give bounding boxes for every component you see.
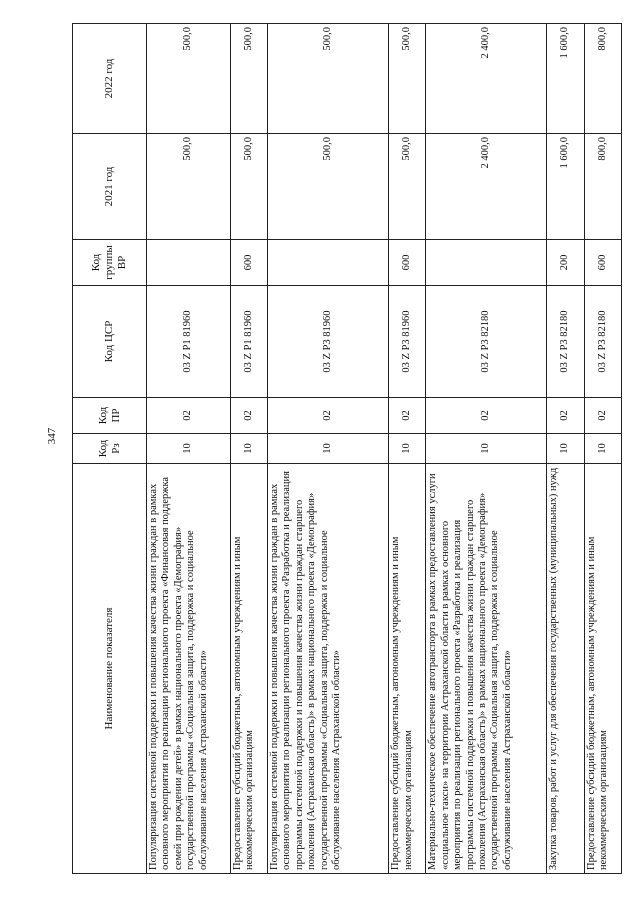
row-pr: 02 [268,398,389,434]
row-2021: 500,0 [268,134,389,240]
row-rz: 10 [426,434,547,464]
row-2022: 500,0 [268,24,389,134]
row-vr: 600 [389,240,426,286]
row-2021: 2 400,0 [426,134,547,240]
table-row [426,24,547,874]
row-pr: 02 [147,398,231,434]
row-2021: 500,0 [389,134,426,240]
row-vr [268,240,389,286]
header-name: Наименование показателя [73,464,147,874]
budget-table-rotated [72,24,622,874]
row-2022: 500,0 [389,24,426,134]
row-2021: 500,0 [230,134,267,240]
table-header-row [73,24,147,874]
row-csr: 03 Z P3 82180 [584,286,621,398]
table-frame [72,24,622,874]
row-name: Предоставление субсидий бюджетным, автономным учреждениям и иным некоммерческим организациям [389,464,426,874]
row-2021: 800,0 [584,134,621,240]
row-2022: 2 400,0 [426,24,547,134]
row-vr: 600 [584,240,621,286]
header-vr: Код группы ВР [73,240,147,286]
row-csr: 03 Z P3 82180 [426,286,547,398]
row-rz: 10 [584,434,621,464]
row-vr [147,240,231,286]
table-row [147,24,231,874]
table-row [230,24,267,874]
row-name: Популяризация системной поддержки и повышения качества жизни граждан в рамках основного мероприятия по реализации регионального проекта «Финансовая поддержка семей при рождении детей» в рамках национального проекта «Демография» государственной программы «Социальная защита, поддержка и социальное обслуживание населения Астраханской области» [147,464,231,874]
row-csr: 03 Z P1 81960 [147,286,231,398]
row-csr: 03 Z P1 81960 [230,286,267,398]
row-pr: 02 [426,398,547,434]
row-vr: 200 [547,240,584,286]
row-pr: 02 [230,398,267,434]
row-2021: 1 600,0 [547,134,584,240]
table-row [547,24,584,874]
header-2022: 2022 год [73,24,147,134]
row-pr: 02 [547,398,584,434]
row-vr [426,240,547,286]
row-vr: 600 [230,240,267,286]
row-name: Материально-техническое обеспечение автотранспорта в рамках предоставления услуги «социальное такси» на территории Астраханской области в рамках основного мероприятия по реализации регионального проекта «Разработка и реализация программы системной поддержки и повышения качества жизни граждан старшего поколения (Астраханская область)» в рамках национального проекта «Демография» государственной программы «Социальная защита, поддержка и социальное обслуживание населения Астраханской области» [426,464,547,874]
row-2022: 1 600,0 [547,24,584,134]
row-name: Предоставление субсидий бюджетным, автономным учреждениям и иным некоммерческим организациям [230,464,267,874]
row-2022: 500,0 [147,24,231,134]
row-2022: 500,0 [230,24,267,134]
header-rz: Код Рз [73,434,147,464]
row-2022: 800,0 [584,24,621,134]
row-csr: 03 Z P3 81960 [389,286,426,398]
row-pr: 02 [584,398,621,434]
table-row [268,24,389,874]
page-number: 347 [46,427,58,445]
row-rz: 10 [268,434,389,464]
table-row [584,24,621,874]
row-pr: 02 [389,398,426,434]
row-name: Закупка товаров, работ и услуг для обеспечения государственных (муниципальных) нужд [547,464,584,874]
row-rz: 10 [389,434,426,464]
header-2021: 2021 год [73,134,147,240]
budget-table [72,23,622,874]
row-csr: 03 Z P3 82180 [547,286,584,398]
row-name: Предоставление субсидий бюджетным, автономным учреждениям и иным некоммерческим организациям [584,464,621,874]
row-csr: 03 Z P3 81960 [268,286,389,398]
row-rz: 10 [147,434,231,464]
row-rz: 10 [547,434,584,464]
row-name: Популяризация системной поддержки и повышения качества жизни граждан в рамках основного мероприятия по реализации регионального проекта «Разработка и реализация программы системной поддержки и повышения качества жизни граждан старшего поколения (Астраханская область)» в рамках национального проекта «Демография» государственной программы «Социальная защита, поддержка и социальное обслуживание населения Астраханской области» [268,464,389,874]
row-rz: 10 [230,434,267,464]
header-csr: Код ЦСР [73,286,147,398]
header-pr: Код ПР [73,398,147,434]
table-row [389,24,426,874]
row-2021: 500,0 [147,134,231,240]
